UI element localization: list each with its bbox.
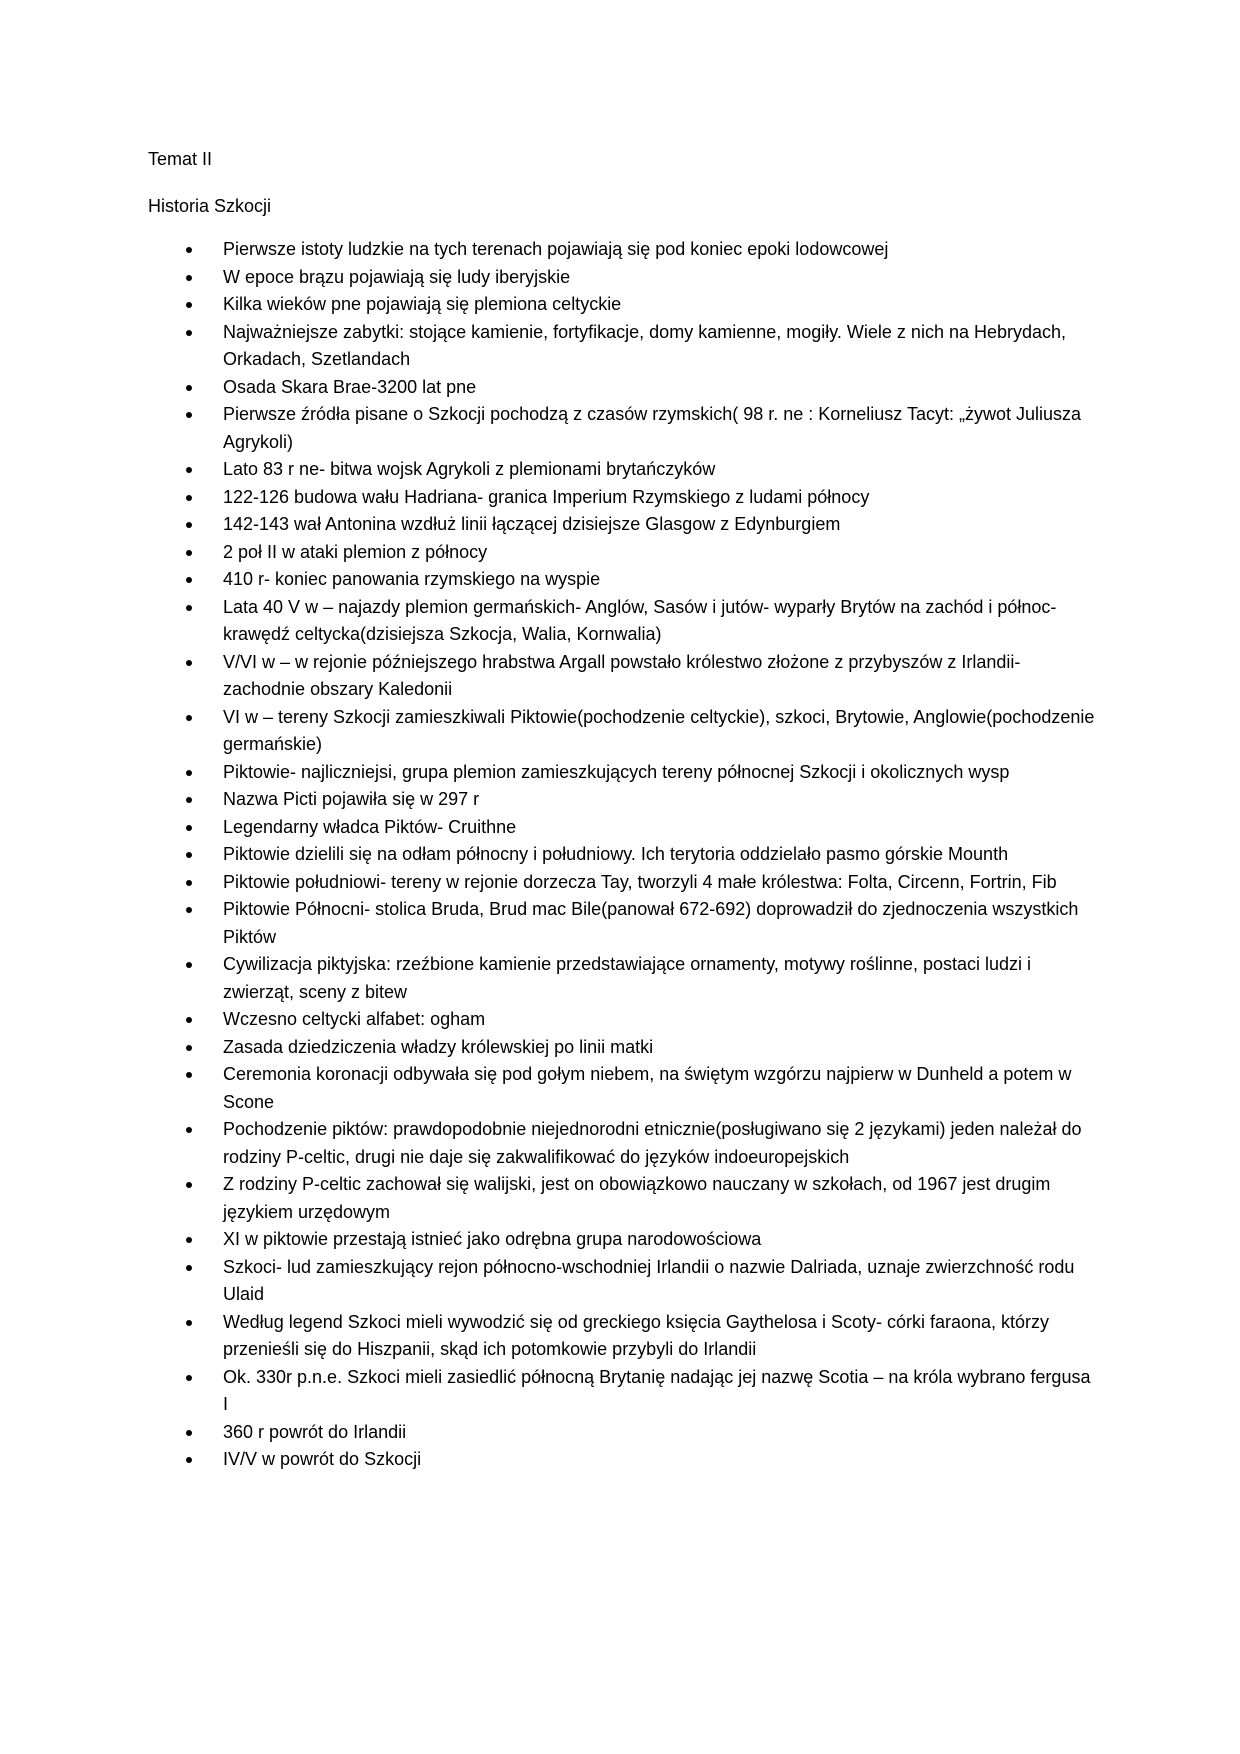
- list-item: [148, 401, 1098, 456]
- list-item: [148, 896, 1098, 951]
- list-item: [148, 594, 1098, 649]
- bullet-icon: [186, 907, 192, 913]
- list-item: [148, 814, 1098, 842]
- list-item-text: Kilka wieków pne pojawiają się plemiona celtyckie: [223, 294, 622, 314]
- list-item: [148, 374, 1098, 402]
- bullet-icon: [186, 1072, 192, 1078]
- bullet-icon: [186, 1182, 192, 1188]
- bullet-icon: [186, 330, 192, 336]
- bullet-icon: [186, 1430, 192, 1436]
- list-item-text: W epoce brązu pojawiają się ludy iberyjskie: [223, 266, 571, 287]
- bullet-icon: [186, 550, 192, 556]
- bullet-icon: [186, 522, 192, 528]
- list-item-text: Zasada dziedziczenia władzy królewskiej po linii matki: [223, 1036, 654, 1057]
- list-item: [148, 291, 1098, 319]
- bullet-icon: [186, 1127, 192, 1133]
- bullet-icon: [186, 852, 192, 858]
- list-item: [148, 566, 1098, 594]
- list-item-text: Legendarny władca Piktów- Cruithne: [223, 816, 517, 837]
- list-item: [148, 1254, 1098, 1309]
- bullet-icon: [186, 1457, 192, 1463]
- bullet-icon: [186, 577, 192, 583]
- list-item: [148, 484, 1098, 512]
- list-item-text: Z rodziny P-celtic zachował się walijski, jest on obowiązkowo nauczany w szkołach, od 1967 jest drugim językiem urzędowym: [223, 1174, 1051, 1222]
- list-item: [148, 1171, 1098, 1226]
- list-item: [148, 1061, 1098, 1116]
- bullet-icon: [186, 385, 192, 391]
- list-item: [148, 264, 1098, 292]
- list-item-text: Piktowie dzielili się na odłam północny i południowy. Ich terytoria oddzielało pasmo górskie Mounth: [223, 844, 1009, 864]
- bullet-icon: [186, 1265, 192, 1271]
- list-item: [148, 1116, 1098, 1171]
- list-item: [148, 319, 1098, 374]
- bullet-icon: [186, 467, 192, 473]
- list-item-text: Cywilizacja piktyjska: rzeźbione kamienie przedstawiające ornamenty, motywy roślinne, postaci ludzi i zwierząt, sceny z bitew: [223, 954, 1031, 1002]
- bullet-icon: [186, 962, 192, 968]
- list-item-text: Ceremonia koronacji odbywała się pod gołym niebem, na świętym wzgórzu najpierw w Dunheld a potem w Scone: [223, 1064, 1072, 1112]
- list-item-text: VI w – tereny Szkocji zamieszkiwali Piktowie(pochodzenie celtyckie), szkoci, Brytowie, Anglowie(pochodzenie germańskie): [223, 706, 1095, 754]
- list-item-text: Wczesno celtycki alfabet: ogham: [223, 1009, 486, 1029]
- list-item-text: V/VI w – w rejonie późniejszego hrabstwa Argall powstało królestwo złożone z przybyszów z Irlandii- zachodnie obszary Kaledonii: [223, 651, 1021, 699]
- list-item-text: 360 r powrót do Irlandii: [223, 1421, 407, 1442]
- list-item-text: XI w piktowie przestają istnieć jako odrębna grupa narodowościowa: [223, 1229, 762, 1249]
- bullet-icon: [186, 1320, 192, 1326]
- bullet-icon: [186, 660, 192, 666]
- bullet-icon: [186, 770, 192, 776]
- bullet-icon: [186, 797, 192, 803]
- bullet-icon: [186, 412, 192, 418]
- list-item: [148, 511, 1098, 539]
- list-item-text: Piktowie Północni- stolica Bruda, Brud mac Bile(panował 672-692) doprowadził do zjednoczenia wszystkich Piktów: [223, 899, 1079, 947]
- bullet-icon: [186, 1045, 192, 1051]
- list-item-text: 410 r- koniec panowania rzymskiego na wyspie: [223, 569, 601, 589]
- bullet-icon: [186, 275, 192, 281]
- list-item-text: Najważniejsze zabytki: stojące kamienie, fortyfikacje, domy kamienne, mogiły. Wiele z nich na Hebrydach, Orkadach, Szetlandach: [223, 321, 1067, 369]
- list-item: [148, 236, 1098, 264]
- list-item: [148, 1364, 1098, 1419]
- list-item: [148, 951, 1098, 1006]
- bullet-icon: [186, 715, 192, 721]
- list-item-text: 2 poł II w ataki plemion z północy: [223, 541, 488, 562]
- bullet-icon: [186, 495, 192, 501]
- list-item-text: Pochodzenie piktów: prawdopodobnie niejednorodni etnicznie(posługiwano się 2 językami) jeden należał do rodziny P-celtic, drugi nie daje się zakwalifikować do języków indoeuropejskich: [223, 1119, 1082, 1167]
- list-item: [148, 649, 1098, 704]
- document-body: [148, 146, 1098, 1474]
- list-item: [148, 539, 1098, 567]
- list-item: [148, 841, 1098, 869]
- bullet-icon: [186, 247, 192, 253]
- list-item-text: IV/V w powrót do Szkocji: [223, 1449, 422, 1469]
- list-item-text: 122-126 budowa wału Hadriana- granica Imperium Rzymskiego z ludami północy: [223, 486, 870, 507]
- bullet-icon: [186, 825, 192, 831]
- list-item-text: Szkoci- lud zamieszkujący rejon północno-wschodniej Irlandii o nazwie Dalriada, uznaje zwierzchność rodu Ulaid: [223, 1256, 1075, 1304]
- list-item-text: Według legend Szkoci mieli wywodzić się od greckiego księcia Gaythelosa i Scoty- córki faraona, którzy przenieśli się do Hiszpanii, skąd ich potomkowie przybyli do Irlandii: [223, 1311, 1050, 1359]
- bullet-icon: [186, 1017, 192, 1023]
- document-title: Temat II: [148, 149, 213, 169]
- list-item: [148, 456, 1098, 484]
- list-item-text: Osada Skara Brae-3200 lat pne: [223, 376, 477, 397]
- list-item-text: Ok. 330r p.n.e. Szkoci mieli zasiedlić północną Brytanię nadając jej nazwę Scotia – na króla wybrano fergusa I: [223, 1366, 1091, 1414]
- bullet-icon: [186, 880, 192, 886]
- bullet-icon: [186, 1375, 192, 1381]
- list-item-text: Pierwsze istoty ludzkie na tych terenach pojawiają się pod koniec epoki lodowcowej: [223, 239, 889, 259]
- list-item: [148, 1309, 1098, 1364]
- list-item-text: Piktowie- najliczniejsi, grupa plemion zamieszkujących tereny północnej Szkocji i okolicznych wysp: [223, 761, 1010, 782]
- list-item-text: 142-143 wał Antonina wzdłuż linii łączącej dzisiejsze Glasgow z Edynburgiem: [223, 514, 841, 534]
- list-item-text: Piktowie południowi- tereny w rejonie dorzecza Tay, tworzyli 4 małe królestwa: Folta, Circenn, Fortrin, Fib: [223, 871, 1057, 892]
- bullet-list: [148, 236, 1098, 1474]
- list-item: [148, 1006, 1098, 1034]
- list-item: [148, 704, 1098, 759]
- list-item: [148, 869, 1098, 897]
- list-item: [148, 1226, 1098, 1254]
- list-item-text: Lata 40 V w – najazdy plemion germańskich- Anglów, Sasów i jutów- wyparły Brytów na zachód i północ- krawędź celtycka(dzisiejsza Szkocja, Walia, Kornwalia): [223, 596, 1057, 644]
- list-item: [148, 1034, 1098, 1062]
- bullet-icon: [186, 605, 192, 611]
- list-item: [148, 759, 1098, 787]
- bullet-icon: [186, 1237, 192, 1243]
- bullet-icon: [186, 302, 192, 308]
- document-subtitle: Historia Szkocji: [148, 196, 272, 216]
- list-item: [148, 786, 1098, 814]
- list-item-text: Nazwa Picti pojawiła się w 297 r: [223, 789, 480, 809]
- list-item: [148, 1446, 1098, 1474]
- list-item: [148, 1419, 1098, 1447]
- list-item-text: Lato 83 r ne- bitwa wojsk Agrykoli z plemionami brytańczyków: [223, 459, 716, 479]
- list-item-text: Pierwsze źródła pisane o Szkocji pochodzą z czasów rzymskich( 98 r. ne : Korneliusz Tacyt: „żywot Juliusza Agrykoli): [223, 404, 1082, 452]
